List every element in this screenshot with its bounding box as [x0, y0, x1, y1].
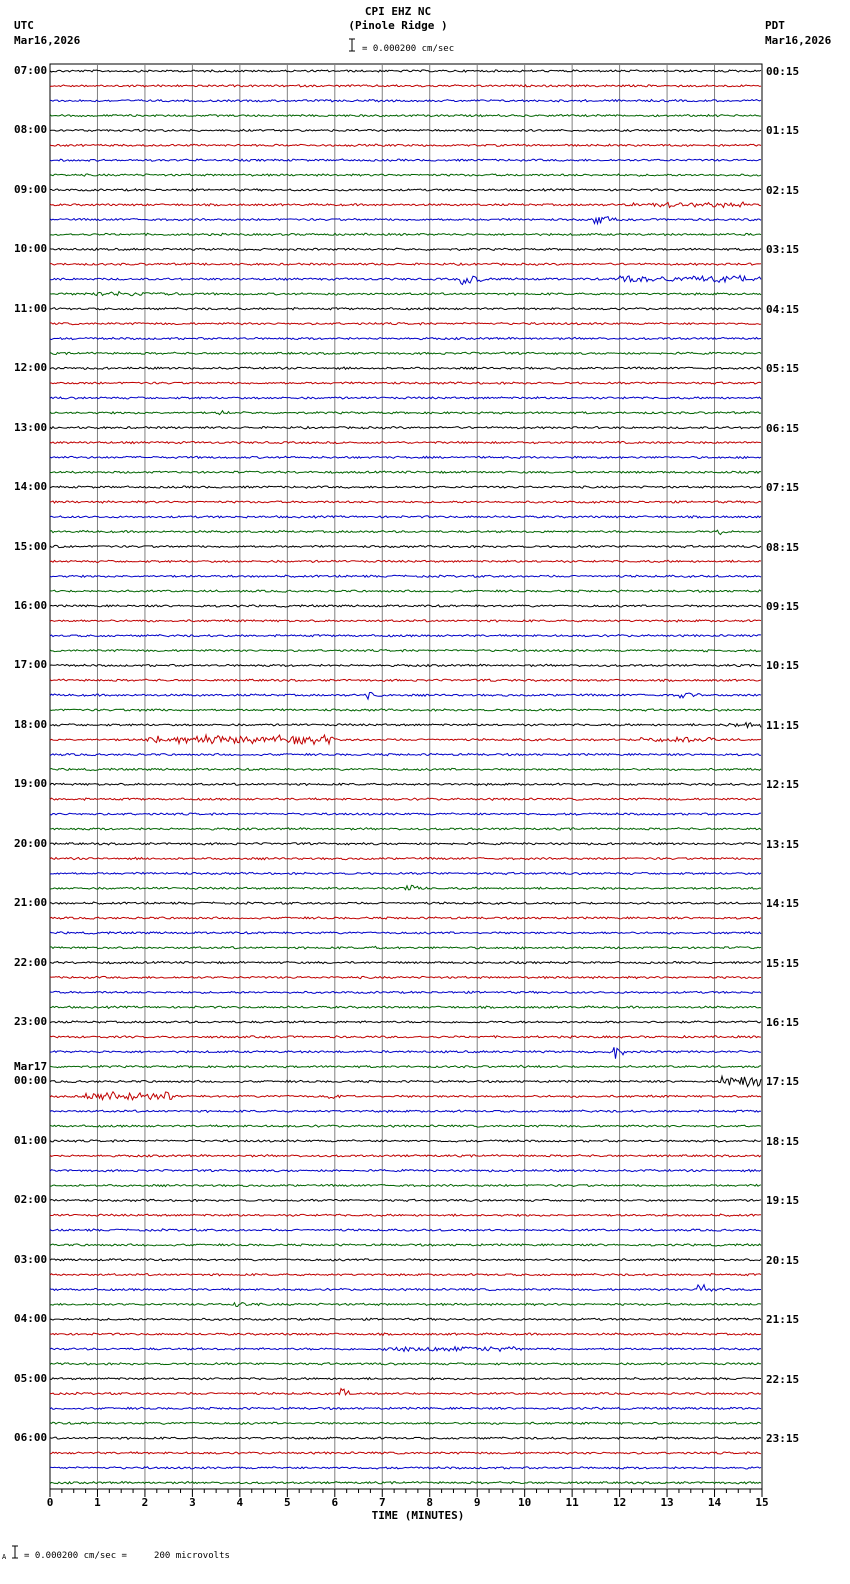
x-axis-label: TIME (MINUTES): [371, 1509, 465, 1522]
trace-line: [50, 1214, 761, 1216]
left-hour-label: 16:00: [14, 598, 48, 612]
right-hour-label: 04:15: [766, 302, 800, 316]
trace-line: [50, 189, 761, 191]
trace-line: [50, 735, 761, 744]
left-hour-label: 08:00: [14, 123, 48, 137]
x-tick-label: 12: [612, 1496, 627, 1509]
trace-line: [50, 798, 761, 800]
trace-line: [50, 456, 761, 458]
right-hour-label: 12:15: [766, 778, 800, 792]
trace-line: [50, 159, 761, 161]
right-timezone: PDT: [765, 19, 785, 32]
trace-line: [50, 1467, 761, 1469]
left-hour-label: 14:00: [14, 480, 48, 494]
trace-line: [50, 664, 761, 666]
trace-line: [50, 692, 761, 699]
trace-line: [50, 1363, 761, 1365]
trace-line: [50, 1092, 761, 1100]
left-hour-label: 09:00: [14, 182, 48, 196]
trace-line: [50, 441, 761, 443]
left-hour-label: 10:00: [14, 242, 48, 256]
left-hour-label: 04:00: [14, 1312, 48, 1326]
trace-line: [50, 1452, 761, 1454]
trace-line: [50, 932, 761, 934]
left-hour-label: 18:00: [14, 717, 48, 731]
trace-line: [50, 1482, 761, 1484]
trace-line: [50, 85, 761, 87]
trace-line: [50, 292, 761, 296]
trace-line: [50, 411, 761, 415]
trace-line: [50, 1333, 761, 1335]
left-hour-label: 11:00: [14, 301, 48, 315]
x-tick-label: 9: [473, 1496, 481, 1509]
trace-line: [50, 1047, 761, 1058]
right-hour-label: 02:15: [766, 183, 800, 197]
trace-line: [50, 1422, 761, 1424]
trace-line: [50, 1170, 761, 1172]
trace-line: [50, 857, 761, 859]
trace-line: [50, 1036, 761, 1038]
trace-line: [50, 1389, 761, 1395]
trace-line: [50, 1303, 761, 1307]
right-hour-label: 11:15: [766, 718, 800, 732]
trace-line: [50, 530, 761, 534]
left-hour-label: 17:00: [14, 658, 48, 672]
left-hour-label: 03:00: [14, 1252, 48, 1266]
right-hour-label: 03:15: [766, 243, 800, 257]
trace-line: [50, 1229, 761, 1231]
trace-line: [50, 620, 761, 622]
trace-line: [50, 1437, 761, 1439]
left-hour-label: 06:00: [14, 1431, 48, 1445]
scale-text: = 0.000200 cm/sec: [362, 44, 455, 54]
left-hour-label: 13:00: [14, 420, 48, 434]
trace-line: [50, 605, 761, 607]
trace-line: [50, 1110, 761, 1112]
trace-line: [50, 828, 761, 830]
trace-line: [50, 323, 761, 325]
trace-line: [50, 649, 761, 651]
trace-line: [50, 1140, 761, 1142]
trace-line: [50, 1199, 761, 1201]
day-change-label: Mar17: [14, 1060, 48, 1074]
x-tick-label: 1: [94, 1496, 101, 1509]
trace-line: [50, 768, 761, 770]
right-hour-label: 20:15: [766, 1253, 800, 1267]
trace-line: [50, 991, 761, 993]
left-hour-label: 21:00: [14, 896, 48, 910]
left-hour-label: 15:00: [14, 539, 48, 553]
trace-line: [50, 1378, 761, 1380]
trace-line: [50, 486, 761, 488]
right-hour-label: 13:15: [766, 837, 800, 851]
left-hour-label: 00:00: [14, 1074, 48, 1088]
trace-line: [50, 843, 761, 845]
trace-line: [50, 202, 761, 208]
right-hour-label: 01:15: [766, 124, 800, 138]
trace-line: [50, 575, 761, 577]
left-hour-label: 23:00: [14, 1015, 48, 1029]
x-tick-label: 0: [46, 1496, 54, 1509]
x-tick-label: 14: [707, 1496, 722, 1509]
trace-line: [50, 516, 761, 518]
left-timezone: UTC: [14, 19, 34, 32]
trace-line: [50, 1407, 761, 1409]
trace-line: [50, 1274, 761, 1276]
trace-line: [50, 545, 761, 547]
x-tick-label: 11: [565, 1496, 579, 1509]
left-hour-label: 05:00: [14, 1371, 48, 1385]
trace-line: [50, 917, 761, 919]
trace-line: [50, 1021, 761, 1023]
right-hour-label: 19:15: [766, 1194, 800, 1208]
trace-line: [50, 144, 761, 146]
station-location: (Pinole Ridge ): [348, 19, 448, 32]
trace-line: [50, 872, 761, 874]
trace-line: [50, 276, 761, 285]
trace-line: [50, 1285, 761, 1292]
x-tick-label: 5: [284, 1496, 291, 1509]
right-hour-label: 05:15: [766, 362, 800, 376]
trace-line: [50, 352, 761, 354]
trace-line: [50, 723, 761, 728]
x-tick-label: 6: [331, 1496, 339, 1509]
right-hour-label: 15:15: [766, 956, 800, 970]
right-hour-label: 18:15: [766, 1134, 800, 1148]
trace-line: [50, 397, 761, 399]
x-tick-label: 2: [141, 1496, 149, 1509]
x-tick-label: 8: [426, 1496, 434, 1509]
right-hour-label: 08:15: [766, 540, 800, 554]
trace-line: [50, 382, 761, 384]
trace-line: [50, 635, 761, 637]
left-date: Mar16,2026: [14, 34, 81, 47]
footer-scale-bar-icon: [11, 1545, 19, 1559]
trace-line: [50, 679, 761, 681]
trace-line: [50, 813, 761, 815]
left-hour-label: 20:00: [14, 836, 48, 850]
trace-line: [50, 783, 761, 785]
right-hour-label: 22:15: [766, 1372, 800, 1386]
trace-line: [50, 174, 761, 176]
trace-line: [50, 946, 761, 949]
trace-line: [50, 233, 761, 235]
x-tick-label: 15: [755, 1496, 769, 1509]
trace-line: [50, 1244, 761, 1246]
trace-line: [50, 1125, 761, 1127]
x-tick-label: 4: [236, 1496, 244, 1509]
right-hour-label: 10:15: [766, 659, 800, 673]
trace-line: [50, 70, 761, 72]
trace-line: [50, 1065, 761, 1068]
right-hour-label: 16:15: [766, 1016, 800, 1030]
footer-prefix: A: [2, 1553, 7, 1561]
trace-line: [50, 1076, 761, 1086]
left-hour-label: 22:00: [14, 955, 48, 969]
trace-line: [50, 1347, 761, 1352]
trace-line: [50, 753, 761, 755]
x-tick-label: 10: [518, 1496, 532, 1509]
right-hour-label: 00:15: [766, 65, 800, 78]
x-axis-ticks: [47, 1489, 769, 1509]
left-hour-label: 19:00: [14, 777, 48, 791]
right-hour-label: 23:15: [766, 1432, 800, 1446]
x-tick-label: 13: [660, 1496, 674, 1509]
trace-line: [50, 560, 761, 562]
right-hour-label: 07:15: [766, 481, 800, 495]
trace-line: [50, 115, 761, 117]
trace-line: [50, 961, 761, 963]
trace-line: [50, 100, 761, 102]
trace-line: [50, 1259, 761, 1261]
right-hour-label: 09:15: [766, 599, 800, 613]
station-title: CPI EHZ NC: [364, 5, 432, 18]
left-hour-label: 01:00: [14, 1133, 48, 1147]
trace-line: [50, 501, 761, 503]
trace-line: [50, 263, 761, 265]
trace-line: [50, 1318, 761, 1320]
trace-line: [50, 709, 761, 711]
left-hour-label: 12:00: [14, 361, 48, 375]
trace-line: [50, 1006, 761, 1008]
trace-line: [50, 885, 761, 890]
footer-scale-text: = 0.000200 cm/sec = 200 microvolts: [24, 1551, 230, 1561]
trace-line: [50, 902, 761, 904]
trace-line: [50, 248, 761, 250]
x-tick-label: 7: [378, 1496, 386, 1509]
trace-line: [50, 471, 761, 473]
right-hour-label: 06:15: [766, 421, 800, 435]
right-hour-label: 14:15: [766, 897, 800, 911]
trace-line: [50, 367, 761, 369]
trace-line: [50, 976, 761, 978]
x-tick-label: 3: [189, 1496, 196, 1509]
trace-line: [50, 337, 761, 339]
trace-line: [50, 427, 761, 429]
right-hour-label: 21:15: [766, 1313, 800, 1327]
right-hour-label: 17:15: [766, 1075, 800, 1089]
trace-line: [50, 129, 761, 131]
trace-line: [50, 308, 761, 310]
seismic-traces: [50, 70, 761, 1484]
right-date: Mar16,2026: [765, 34, 832, 47]
left-hour-label: 07:00: [14, 64, 48, 77]
trace-line: [50, 1155, 761, 1157]
trace-line: [50, 1184, 761, 1186]
trace-line: [50, 590, 761, 592]
left-hour-label: 02:00: [14, 1193, 48, 1207]
trace-line: [50, 217, 761, 224]
